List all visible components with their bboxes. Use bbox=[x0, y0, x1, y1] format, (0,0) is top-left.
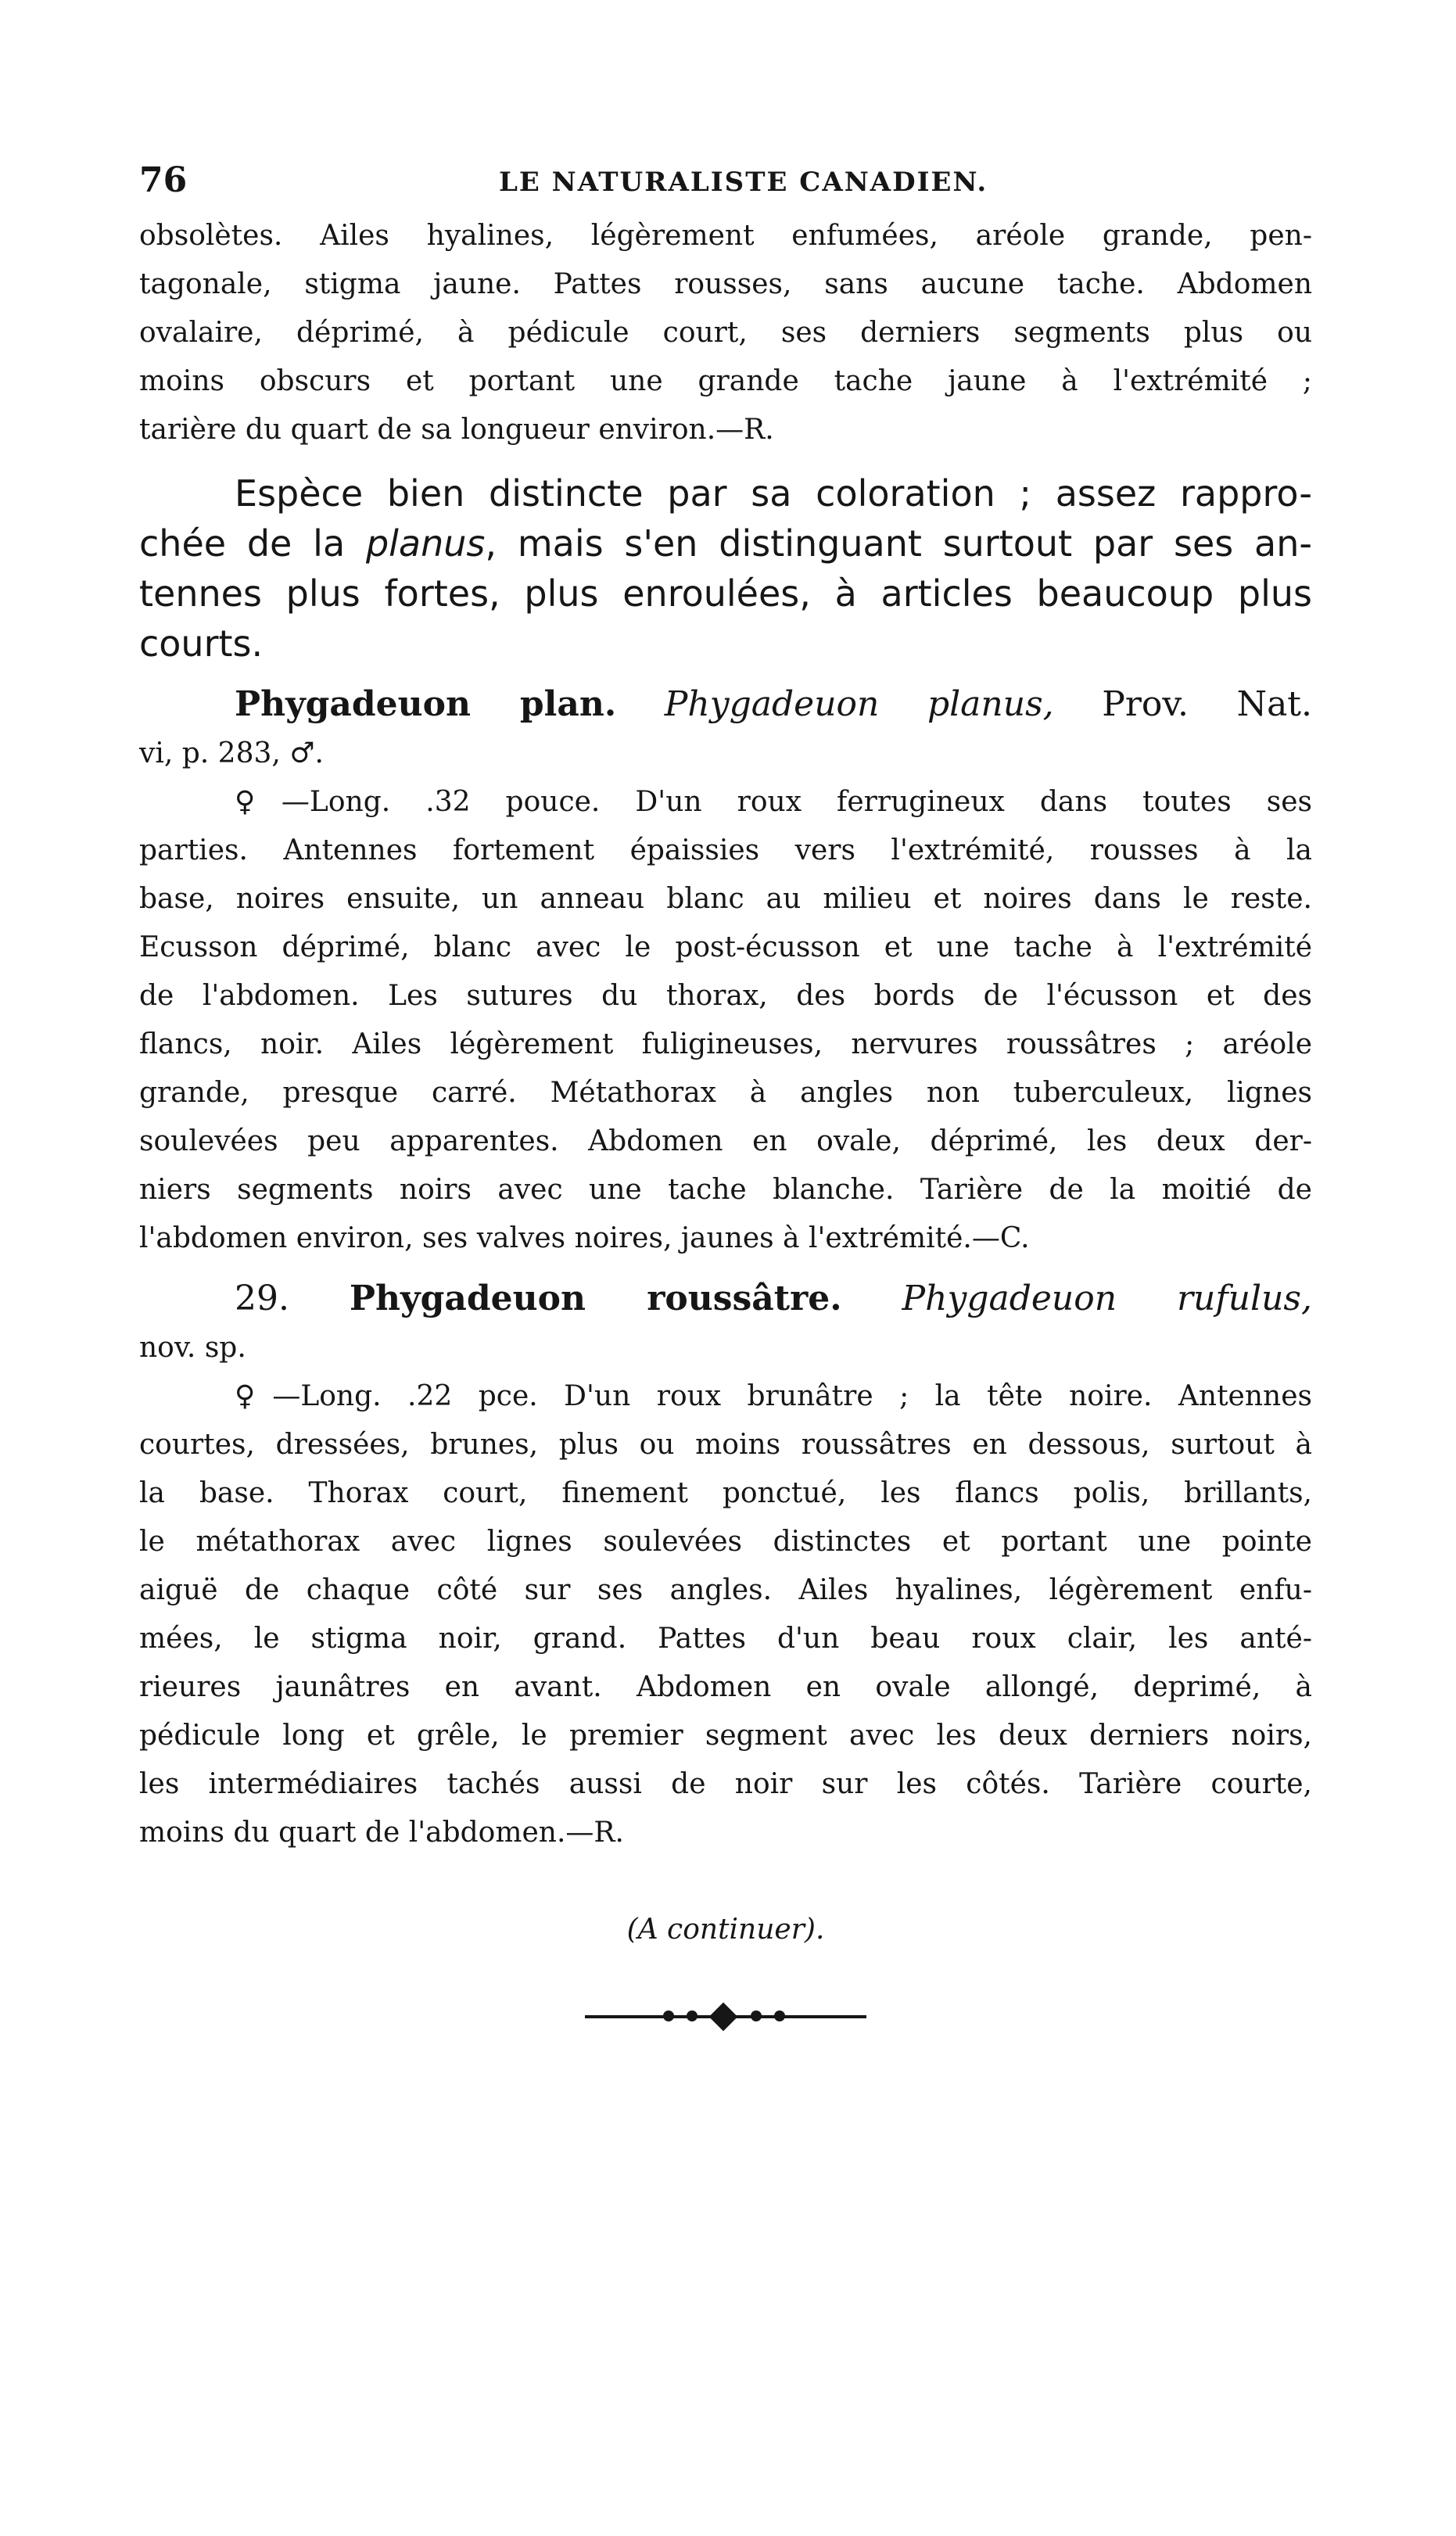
ornament-dot bbox=[663, 2011, 674, 2021]
species-common-name: Phygadeuon roussâtre. bbox=[349, 1279, 842, 1318]
species-latin-name: Phygadeuon rufulus, bbox=[902, 1279, 1312, 1318]
text-line: vi, p. 283, ♂. bbox=[139, 737, 324, 769]
paragraph-continued-description bbox=[139, 212, 1312, 454]
text-line bbox=[139, 1274, 1312, 1324]
paragraph-description-rufulus bbox=[139, 1372, 1312, 1857]
text-line: courts. bbox=[139, 622, 264, 665]
species-latin-name: Phygadeuon planus, bbox=[664, 684, 1054, 724]
to-be-continued: (A continuer). bbox=[626, 1914, 825, 1946]
text-line: moins obscurs et portant une grande tache jaune à l'extrémité ; bbox=[139, 365, 1312, 397]
text-line: de l'abdomen. Les sutures du thorax, des bords de l'écusson et des bbox=[139, 980, 1312, 1012]
text-line: niers segments noirs avec une tache blanche. Tarière de la moitié de bbox=[139, 1174, 1312, 1206]
paragraph-remark bbox=[139, 468, 1312, 669]
text-segment: chée de la bbox=[139, 522, 366, 565]
text-line: tagonale, stigma jaune. Pattes rousses, sans aucune tache. Abdomen bbox=[139, 268, 1312, 300]
text-line: ovalaire, déprimé, à pédicule court, ses derniers segments plus ou bbox=[139, 317, 1312, 349]
species-heading-planus bbox=[139, 680, 1312, 778]
text-line: obsolètes. Ailes hyalines, légèrement enfumées, aréole grande, pen- bbox=[139, 220, 1312, 252]
text-line: moins du quart de l'abdomen.—R. bbox=[139, 1817, 624, 1849]
text-line bbox=[139, 680, 1312, 730]
text-line: courtes, dressées, brunes, plus ou moins roussâtres en dessous, surtout à bbox=[139, 1429, 1312, 1461]
text-line: Ecusson déprimé, blanc avec le post-écusson et une tache à l'extrémité bbox=[139, 931, 1312, 963]
ornament-dot bbox=[751, 2011, 762, 2021]
text-line: nov. sp. bbox=[139, 1332, 246, 1364]
species-reference: Prov. Nat. bbox=[1102, 684, 1312, 724]
species-number: 29. bbox=[235, 1279, 289, 1318]
text-line: les intermédiaires tachés aussi de noir sur les côtés. Tarière courte, bbox=[139, 1768, 1312, 1800]
paragraph-description-planus bbox=[139, 778, 1312, 1263]
text-line: l'abdomen environ, ses valves noires, jaunes à l'extrémité.—C. bbox=[139, 1222, 1030, 1254]
text-line bbox=[139, 518, 1312, 569]
text-line: parties. Antennes fortement épaissies vers l'extrémité, rousses à la bbox=[139, 834, 1312, 866]
journal-title: LE NATURALISTE CANADIEN. bbox=[499, 167, 988, 198]
text-line: ♀—Long. .22 pce. D'un roux brunâtre ; la tête noire. Antennes bbox=[235, 1380, 1312, 1412]
text-line: base, noires ensuite, un anneau blanc au milieu et noires dans le reste. bbox=[139, 883, 1312, 915]
text-line: tennes plus fortes, plus enroulées, à articles beaucoup plus bbox=[139, 572, 1312, 615]
text-line: tarière du quart de sa longueur environ.—R. bbox=[139, 414, 774, 446]
text-line: Espèce bien distincte par sa coloration ; assez rappro- bbox=[235, 472, 1312, 515]
page-number: 76 bbox=[139, 160, 188, 200]
text-line: la base. Thorax court, finement ponctué, les flancs polis, brillants, bbox=[139, 1477, 1312, 1509]
ornament-dot bbox=[774, 2011, 785, 2021]
ornament-dot bbox=[687, 2011, 698, 2021]
text-line: rieures jaunâtres en avant. Abdomen en ovale allongé, deprimé, à bbox=[139, 1671, 1312, 1703]
text-line: soulevées peu apparentes. Abdomen en ovale, déprimé, les deux der- bbox=[139, 1125, 1312, 1157]
text-line: mées, le stigma noir, grand. Pattes d'un beau roux clair, les anté- bbox=[139, 1623, 1312, 1655]
species-common-name: Phygadeuon plan. bbox=[235, 684, 617, 724]
ornament-divider bbox=[585, 2000, 866, 2032]
text-line: aiguë de chaque côté sur ses angles. Ailes hyalines, légèrement enfu- bbox=[139, 1574, 1312, 1606]
text-line: grande, presque carré. Métathorax à angles non tuberculeux, lignes bbox=[139, 1077, 1312, 1109]
text-line: ♀—Long. .32 pouce. D'un roux ferrugineux dans toutes ses bbox=[235, 786, 1312, 818]
species-heading-rufulus bbox=[139, 1274, 1312, 1372]
page bbox=[139, 160, 1312, 2032]
species-epithet: planus bbox=[365, 522, 486, 565]
text-line: le métathorax avec lignes soulevées distinctes et portant une pointe bbox=[139, 1526, 1312, 1558]
text-line: pédicule long et grêle, le premier segment avec les deux derniers noirs, bbox=[139, 1720, 1312, 1752]
running-head bbox=[139, 160, 1312, 212]
text-line: flancs, noir. Ailes légèrement fuligineuses, nervures roussâtres ; aréole bbox=[139, 1028, 1312, 1060]
text-segment: , mais s'en distinguant surtout par ses an- bbox=[485, 522, 1312, 565]
ornament-diamond bbox=[709, 2003, 738, 2032]
